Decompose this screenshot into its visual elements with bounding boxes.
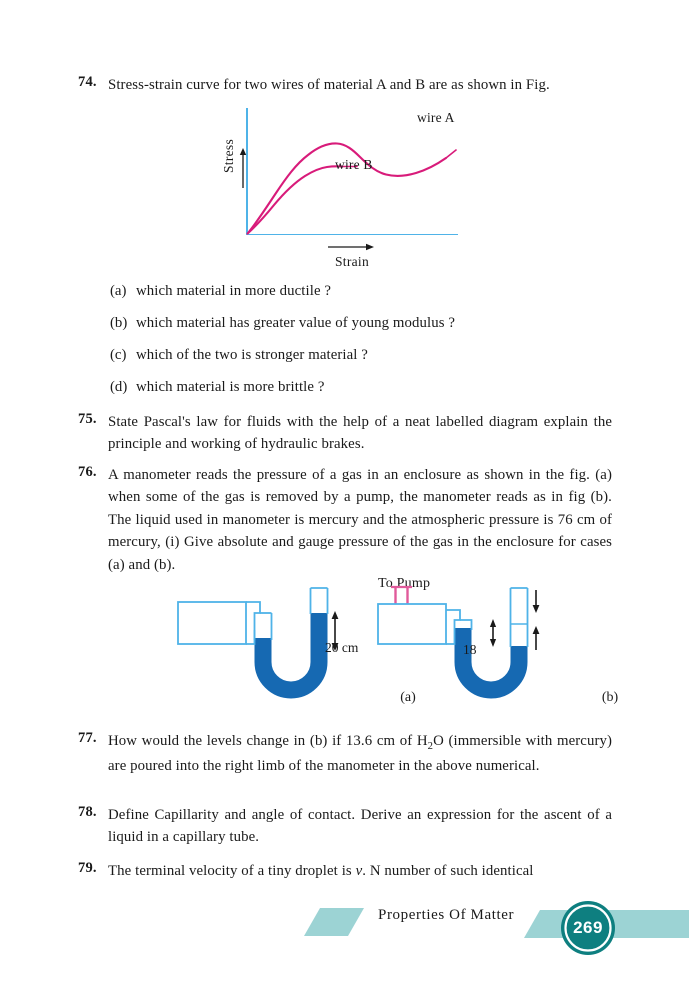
sub-d-label: (d) xyxy=(110,379,128,395)
wire-a-leader-line xyxy=(446,150,456,158)
sub-c-text: which of the two is stronger material ? xyxy=(136,347,368,363)
sub-d-text: which material is more brittle ? xyxy=(136,379,325,395)
manometer-b-enclosure xyxy=(378,588,528,647)
question-74 xyxy=(78,74,618,96)
dimension-label-20cm: 20 cm xyxy=(325,640,359,655)
question-76 xyxy=(78,464,618,576)
question-74-sub-c xyxy=(110,347,610,364)
question-76-text: A manometer reads the pressure of a gas in an enclosure as shown in the fig. (a) when some of the gas is removed by a pump, the manometer reads as in fig (b). The liquid used in manometer is mercury and the atmospheric pressure is 76 cm of mercury, (i) Give absolute and gauge pressure of the gas in the enclosure for cases (a) and (b). xyxy=(108,467,612,573)
question-74-sub-d xyxy=(110,379,610,396)
page-footer xyxy=(0,896,689,958)
sub-b-label: (b) xyxy=(110,315,128,331)
question-77-number: 77. xyxy=(78,730,97,746)
manometer-a-enclosure xyxy=(178,588,328,644)
question-77-text-part1: How would the levels change in (b) if 13.6 cm of H xyxy=(108,733,428,749)
question-75 xyxy=(78,411,618,456)
question-77-text xyxy=(108,730,612,778)
strain-axis-label: Strain xyxy=(334,254,370,269)
sub-a-text: which material in more ductile ? xyxy=(136,283,332,299)
question-74-sub-b xyxy=(110,315,610,332)
curve-label-wire-b: wire B xyxy=(335,157,373,172)
question-77-text-part2: O (immersible with mercury) are poured into the right limb of the manometer in the above numerical. xyxy=(108,733,613,775)
footer-section-title: Properties Of Matter xyxy=(378,907,515,923)
sub-a-label: (a) xyxy=(110,283,127,299)
stress-axis-label: Stress xyxy=(221,138,236,174)
dimension-label-18: 18 xyxy=(463,642,477,657)
question-78-text: Define Capillarity and angle of contact. Derive an expression for the ascent of a liquid in a capillary tube. xyxy=(108,807,612,846)
question-78 xyxy=(78,804,618,849)
question-79-number: 79. xyxy=(78,860,97,876)
question-78-number: 78. xyxy=(78,804,97,820)
question-74-text: Stress-strain curve for two wires of material A and B are as shown in Fig. xyxy=(108,77,550,93)
dimension-arrow-18 xyxy=(490,619,496,647)
question-77-subscript: 2 xyxy=(427,740,434,752)
question-75-text: State Pascal's law for fluids with the help of a neat labelled diagram explain the principle and working of hydraulic brakes. xyxy=(108,414,612,453)
sub-b-text: which material has greater value of young modulus ? xyxy=(136,315,456,331)
page-number: 269 xyxy=(573,918,603,937)
to-pump-label: To Pump xyxy=(378,576,431,591)
question-77 xyxy=(78,730,618,778)
manometer-figures xyxy=(150,572,619,707)
pump-connector-icon xyxy=(391,587,412,604)
question-74-number: 74. xyxy=(78,74,97,90)
strain-axis-arrow xyxy=(328,242,374,252)
question-79-variable: v xyxy=(355,863,363,879)
manometer-caption-b: (b) xyxy=(601,690,619,705)
stress-strain-figure xyxy=(210,100,480,278)
question-79 xyxy=(78,860,618,882)
question-74-sub-a xyxy=(110,283,610,300)
level-arrow-up xyxy=(533,626,540,650)
question-79-text-part1: The terminal velocity of a tiny droplet is xyxy=(108,863,356,879)
footer-left-accent xyxy=(304,908,364,936)
level-arrow-down xyxy=(533,590,540,613)
question-76-number: 76. xyxy=(78,464,97,480)
question-75-number: 75. xyxy=(78,411,97,427)
curve-label-wire-a: wire A xyxy=(417,110,455,125)
stress-axis-arrow xyxy=(238,148,248,188)
sub-c-label: (c) xyxy=(110,347,127,363)
manometer-diagram-b xyxy=(368,580,568,700)
question-79-text xyxy=(108,860,612,882)
question-79-text-part2: . N number of such identical xyxy=(362,863,534,879)
curve-wire-b xyxy=(248,166,342,233)
manometer-caption-a: (a) xyxy=(400,690,416,705)
